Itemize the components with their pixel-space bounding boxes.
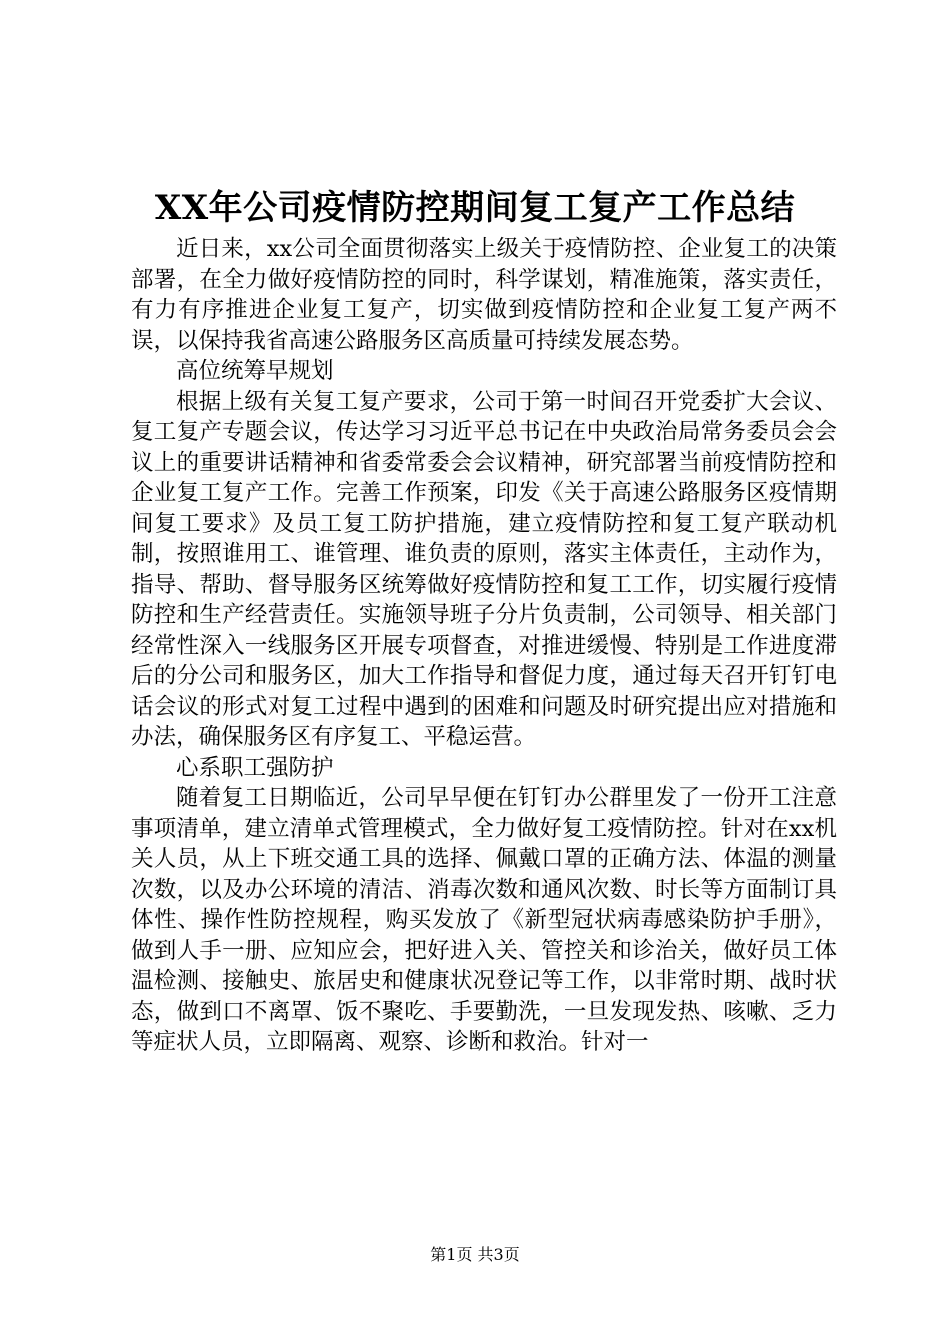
paragraph-planning: 根据上级有关复工复产要求，公司于第一时间召开党委扩大会议、复工复产专题会议，传达学习习近平总书记在中央政治局常务委员会会议上的重要讲话精神和省委常委会会议精神，研究部署当前疫情防控和企业复工复产工作。完善工作预案，印发《关于高速公路服务区疫情期间复工要求》及员工复工防护措施，建立疫情防控和复工复产联动机制，按照谁用工、谁管理、谁负责的原则，落实主体责任，主动作为，指导、帮助、督导服务区统筹做好疫情防控和复工工作，切实履行疫情防控和生产经营责任。实施领导班子分片负责制，公司领导、相关部门经常性深入一线服务区开展专项督查，对推进缓慢、特别是工作进度滞后的分公司和服务区，加大工作指导和督促力度，通过每天召开钉钉电话会议的形式对复工过程中遇到的困难和问题及时研究提出应对措施和办法，确保服务区有序复工、平稳运营。	[131, 388, 837, 750]
document-title: XX年公司疫情防控期间复工复产工作总结	[154, 188, 796, 228]
paragraph-protection: 随着复工日期临近，公司早早便在钉钉办公群里发了一份开工注意事项清单，建立清单式管理模式，全力做好复工疫情防控。针对在xx机关人员，从上下班交通工具的选择、佩戴口罩的正确方法、体温的测量次数，以及办公环境的清洁、消毒次数和通风次数、时长等方面制订具体性、操作性防控规程，购买发放了《新型冠状病毒感染防护手册》，做到人手一册、应知应会，把好进入关、管控关和诊治关，做好员工体温检测、接触史、旅居史和健康状况登记等工作，以非常时期、战时状态，做到口不离罩、饭不聚吃、手要勤洗，一旦发现发热、咳嗽、乏力等症状人员，立即隔离、观察、诊断和救治。针对一	[131, 785, 837, 1055]
paragraph-intro: 近日来，xx公司全面贯彻落实上级关于疫情防控、企业复工的决策部署，在全力做好疫情防控的同时，科学谋划，精准施策，落实责任，有力有序推进企业复工复产，切实做到疫情防控和企业复工复产两不误，以保持我省高速公路服务区高质量可持续发展态势。	[131, 236, 837, 354]
section-heading-protection: 心系职工强防护	[176, 754, 334, 781]
document-body	[131, 234, 837, 1058]
section-heading-planning: 高位统筹早规划	[176, 358, 334, 384]
page-number-footer: 第1页 共3页	[430, 1245, 520, 1264]
